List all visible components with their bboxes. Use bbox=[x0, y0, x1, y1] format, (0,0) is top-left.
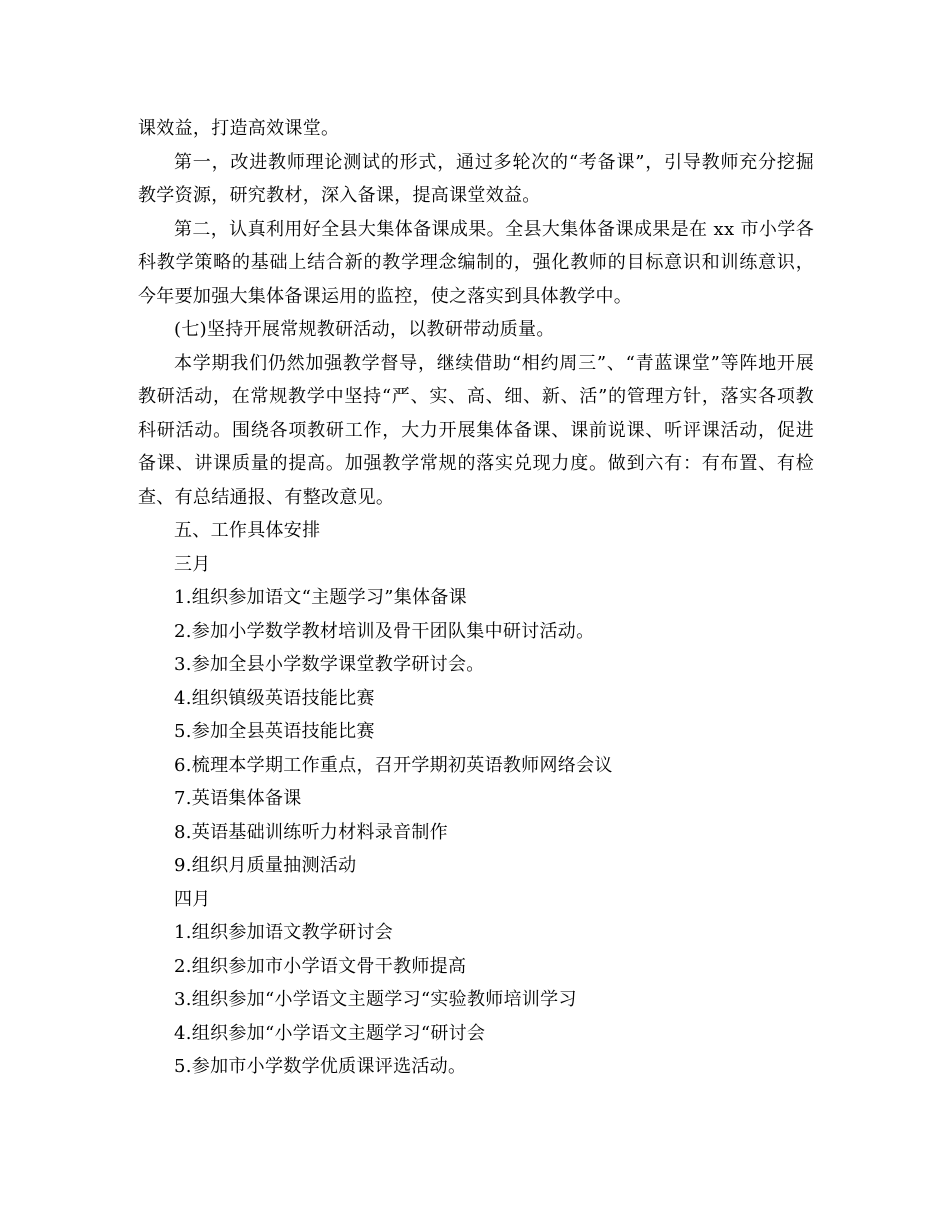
list-item: 8.英语基础训练听力材料录音制作 bbox=[174, 821, 448, 843]
paragraph-teaching-research: 本学期我们仍然加强教学督导，继续借助“相约周三”、“青蓝课堂”等阵地开展教研活动，在常规教学中坚持“严、实、高、细、新、活”的管理方针，落实各项教科研活动。围绕各项教研工作，大力开展集体备课、课前说课、听评课活动，促进备课、讲课质量的提高。加强教学常规的落实兑现力度。做到六有：有布置、有检查、有总结通报、有整改意见。 bbox=[138, 352, 814, 508]
list-item: 3.组织参加“小学语文主题学习“实验教师培训学习 bbox=[174, 989, 577, 1010]
document-body bbox=[138, 112, 814, 1084]
section-heading-schedule: 五、工作具体安排 bbox=[174, 520, 321, 541]
list-item: 1.组织参加语文教学研讨会 bbox=[174, 922, 394, 943]
list-item: 9.组织月质量抽测活动 bbox=[174, 855, 357, 876]
list-item: 3.参加全县小学数学课堂教学研讨会。 bbox=[174, 654, 485, 675]
section-heading-seven: (七)坚持开展常规教研活动，以教研带动质量。 bbox=[174, 319, 555, 340]
month-heading-april: 四月 bbox=[174, 888, 211, 910]
paragraph-continuation: 课效益，打造高效课堂。 bbox=[138, 118, 340, 139]
list-item: 1.组织参加语文“主题学习”集体备课 bbox=[174, 587, 467, 608]
paragraph-second-point: 第二，认真利用好全县大集体备课成果。全县大集体备课成果是在 xx 市小学各科教学策略的基础上结合新的教学理念编制的，强化教师的目标意识和训练意识，今年要加强大集体备课运用的监控，使之落实到具体教学中。 bbox=[138, 218, 814, 307]
list-item: 2.参加小学数学教材培训及骨干团队集中研讨活动。 bbox=[174, 620, 595, 642]
month-heading-march: 三月 bbox=[174, 553, 211, 575]
list-item: 2.组织参加市小学语文骨干教师提高 bbox=[174, 955, 467, 977]
list-item: 5.参加市小学数学优质课评选活动。 bbox=[174, 1056, 467, 1077]
list-item: 7.英语集体备课 bbox=[174, 788, 302, 809]
list-item: 6.梳理本学期工作重点，召开学期初英语教师网络会议 bbox=[174, 754, 613, 776]
list-item: 4.组织镇级英语技能比赛 bbox=[174, 687, 375, 709]
list-item: 5.参加全县英语技能比赛 bbox=[174, 721, 375, 742]
paragraph-first-point: 第一，改进教师理论测试的形式，通过多轮次的“考备课”，引导教师充分挖掘教学资源，研究教材，深入备课，提高课堂效益。 bbox=[138, 151, 814, 206]
list-item: 4.组织参加“小学语文主题学习“研讨会 bbox=[174, 1022, 486, 1044]
